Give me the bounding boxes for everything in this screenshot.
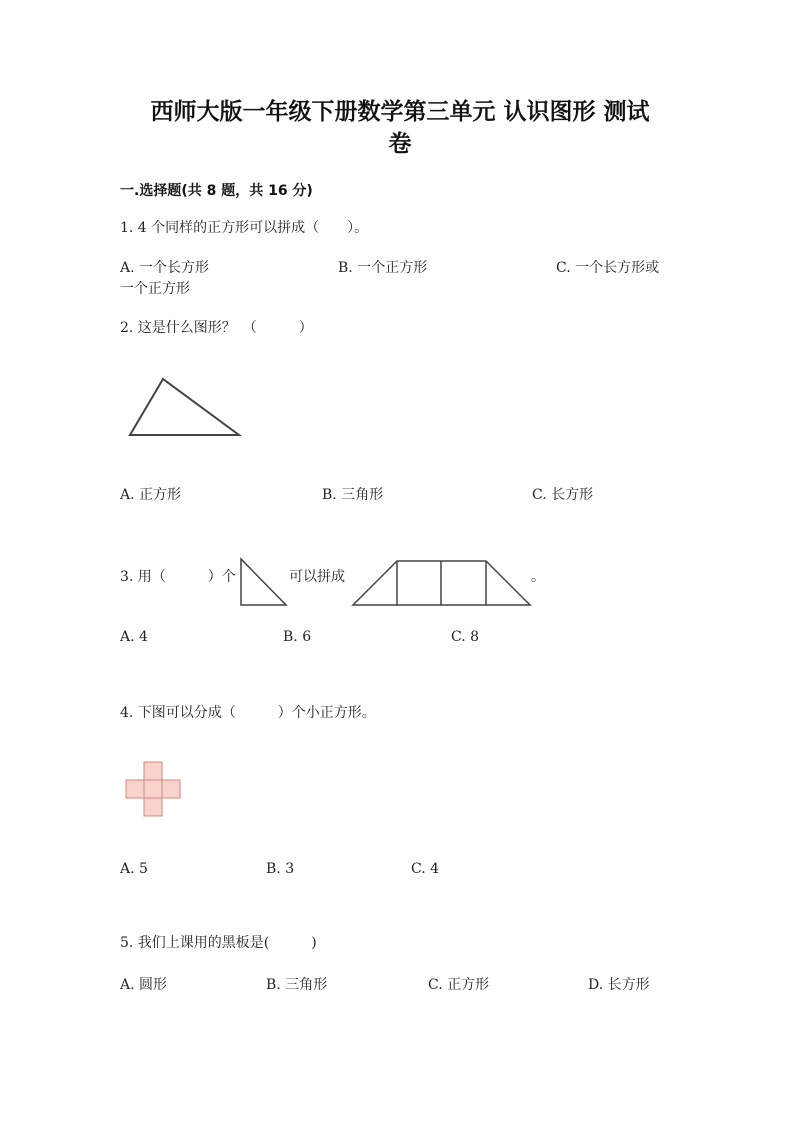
question-2-option-c: C. 长方形 — [532, 487, 594, 503]
question-4-option-c: C. 4 — [411, 861, 440, 877]
question-1-option-a: A. 一个长方形 — [120, 260, 210, 276]
question-3-option-c: C. 8 — [451, 629, 480, 645]
question-1-option-b: B. 一个正方形 — [338, 260, 428, 276]
question-4-text: 4. 下图可以分成（ ）个小正方形。 — [120, 705, 376, 721]
question-3-text-part-1: 3. 用（ ）个 — [120, 569, 236, 585]
question-3-option-b: B. 6 — [283, 629, 312, 645]
section-heading: 一.选择题(共 8 题，共 16 分) — [120, 183, 313, 199]
question-5-option-a: A. 圆形 — [120, 977, 168, 993]
title-line-1: 西师大版一年级下册数学第三单元 认识图形 测试 — [150, 99, 650, 125]
question-1-option-c-continued: 一个正方形 — [120, 281, 190, 297]
question-5-option-d: D. 长方形 — [588, 977, 650, 993]
question-3-option-a: A. 4 — [120, 629, 148, 645]
cross-square-left — [126, 780, 144, 798]
question-4-option-b: B. 3 — [266, 861, 295, 877]
cross-square-bottom — [144, 798, 162, 816]
question-4-option-a: A. 5 — [120, 861, 148, 877]
title-line-2: 卷 — [388, 131, 412, 157]
cross-square-center — [144, 780, 162, 798]
cross-square-right — [162, 780, 180, 798]
cross-square-top — [144, 762, 162, 780]
question-3-text-part-3: 。 — [531, 569, 545, 585]
question-3-text-part-2: 可以拼成 — [289, 569, 345, 585]
question-5-option-b: B. 三角形 — [266, 977, 328, 993]
question-5-text: 5. 我们上课用的黑板是( ) — [120, 935, 317, 951]
question-1-option-c: C. 一个长方形或 — [556, 260, 660, 276]
question-2-option-b: B. 三角形 — [322, 487, 384, 503]
question-5-option-c: C. 正方形 — [428, 977, 490, 993]
question-2-option-a: A. 正方形 — [120, 487, 182, 503]
question-2-text: 2. 这是什么图形？ （ ） — [120, 320, 313, 336]
question-1-text: 1. 4 个同样的正方形可以拼成（ ）。 — [120, 220, 369, 236]
